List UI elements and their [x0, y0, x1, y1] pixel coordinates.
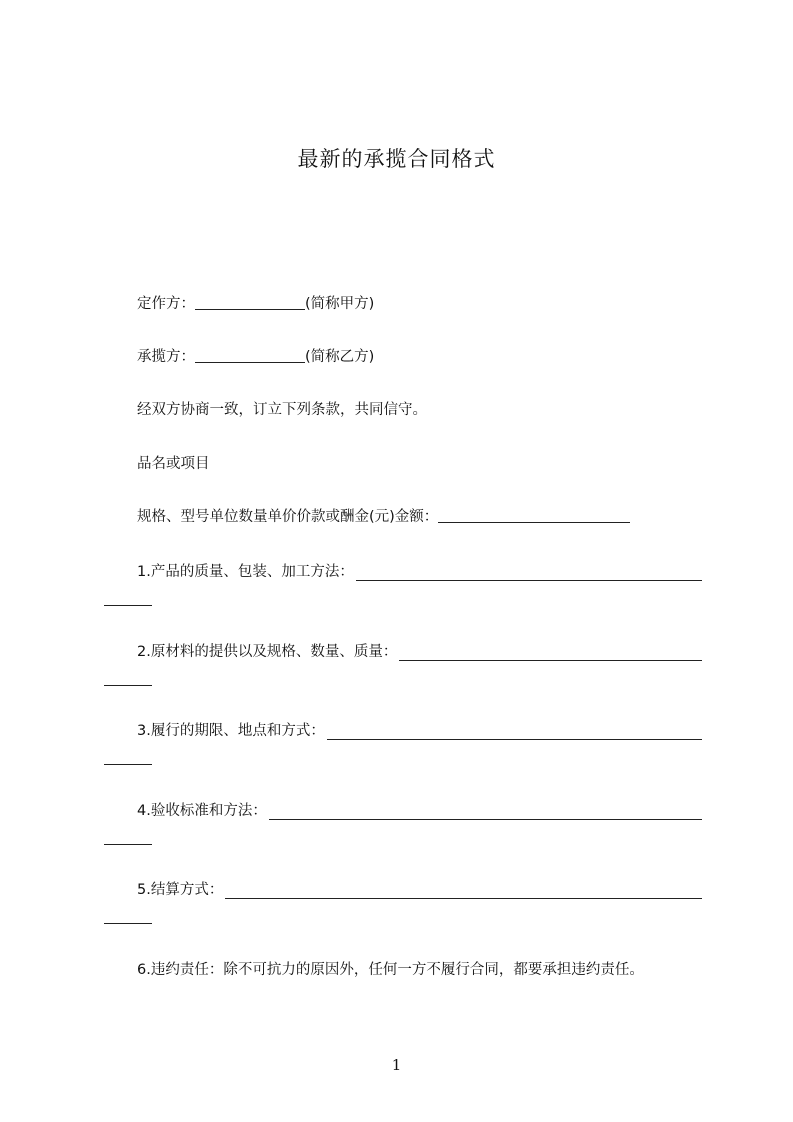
clause-2-label: 2.原材料的提供以及规格、数量、质量： — [137, 644, 398, 660]
clause-4-label: 4.验收标准和方法： — [137, 803, 267, 819]
agreement-text: 经双方协商一致，订立下列条款，共同信守。 — [137, 402, 427, 418]
clause-1-blank[interactable] — [356, 566, 702, 581]
clause-1-label: 1.产品的质量、包装、加工方法： — [137, 564, 354, 580]
party-b-line — [137, 345, 374, 366]
clause-5-label: 5.结算方式： — [137, 882, 224, 898]
party-a-line — [137, 292, 374, 313]
spec-blank[interactable] — [438, 508, 630, 523]
clause-3-blank[interactable] — [327, 725, 702, 740]
clause-5-blank-continuation[interactable] — [104, 909, 152, 924]
clause-3 — [104, 719, 702, 765]
clause-3-label: 3.履行的期限、地点和方式： — [137, 723, 325, 739]
clause-2-blank[interactable] — [399, 646, 702, 661]
clause-5-blank[interactable] — [225, 884, 702, 899]
clause-4 — [104, 799, 702, 845]
page-number: 1 — [391, 1056, 402, 1074]
party-b-label: 承揽方： — [137, 349, 195, 365]
clause-2 — [104, 640, 702, 686]
clause-5 — [104, 878, 702, 924]
party-a-blank[interactable] — [195, 295, 305, 310]
item-heading: 品名或项目 — [137, 456, 210, 472]
clause-4-blank[interactable] — [269, 805, 702, 820]
clause-3-blank-continuation[interactable] — [104, 750, 152, 765]
party-a-label: 定作方： — [137, 296, 195, 312]
clause-1 — [104, 560, 702, 606]
party-b-blank[interactable] — [195, 348, 305, 363]
clause-4-blank-continuation[interactable] — [104, 830, 152, 845]
party-b-note: (简称乙方) — [305, 349, 375, 365]
party-a-note: (简称甲方) — [305, 296, 375, 312]
document-title: 最新的承揽合同格式 — [297, 147, 496, 171]
spec-line — [137, 505, 630, 526]
spec-label: 规格、型号单位数量单价价款或酬金(元)金额： — [137, 509, 439, 525]
clause-6: 6.违约责任：除不可抗力的原因外，任何一方不履行合同，都要承担违约责任。 — [137, 962, 644, 978]
clause-2-blank-continuation[interactable] — [104, 671, 152, 686]
clause-1-blank-continuation[interactable] — [104, 591, 152, 606]
